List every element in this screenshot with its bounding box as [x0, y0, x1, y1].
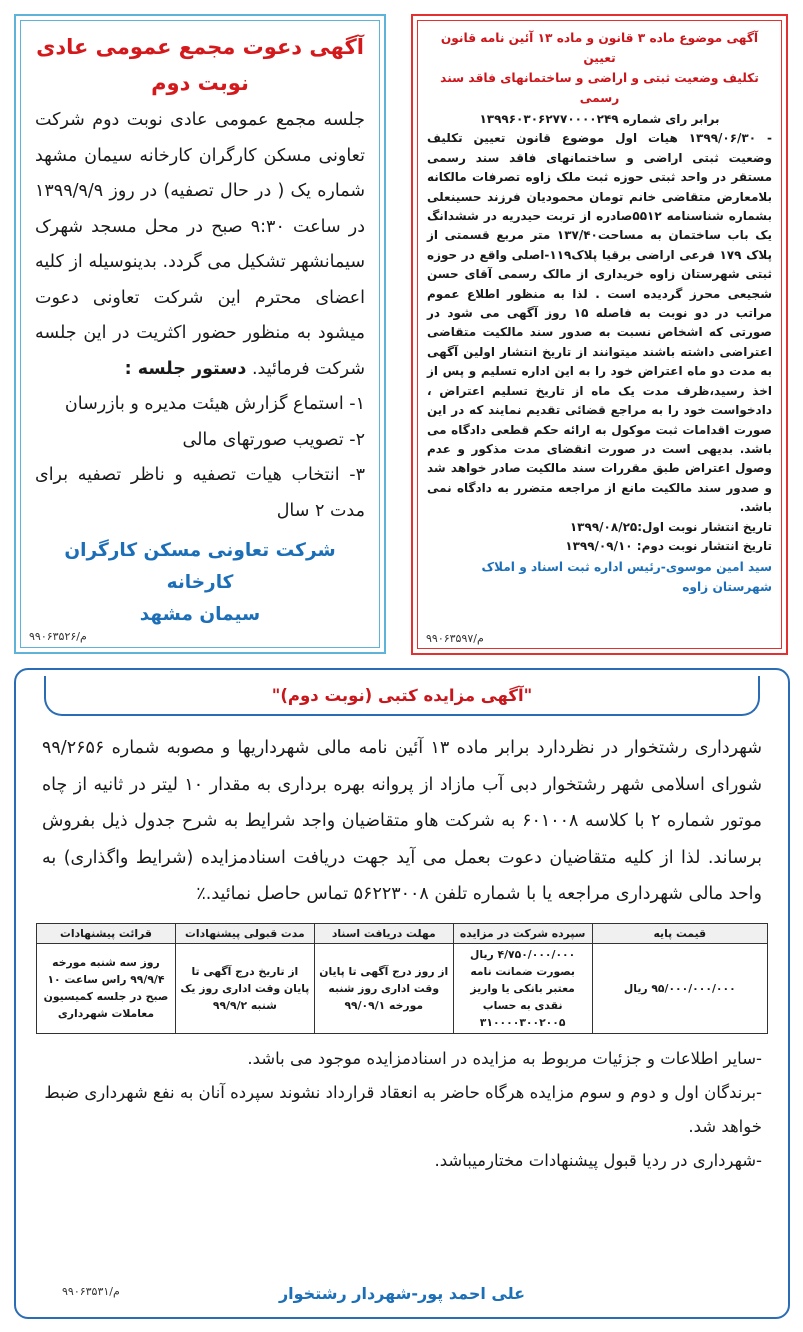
cell-deposit: ۴/۷۵۰/۰۰۰/۰۰۰ ریال بصورت ضمانت نامه معتبر بانکی یا واریز نقدی به حساب ۳۱۰۰۰۰۳۰۰۲۰۰۵ — [453, 943, 592, 1033]
auction-signature: علی احمد پور-شهردار رشتخوار — [278, 1284, 526, 1303]
auction-notice-code: م/۹۹۰۶۳۵۳۱ — [62, 1285, 120, 1298]
assembly-paragraph — [35, 103, 365, 387]
auction-note-3: -شهرداری در ردیا قبول پیشنهادات مختارمیباشد. — [434, 1150, 762, 1170]
assembly-invitation-frame — [20, 20, 380, 648]
auction-notice — [14, 668, 790, 1319]
header-base-price: قیمت پایه — [592, 923, 767, 943]
agenda-item-1: ۱- استماع گزارش هیئت مدیره و بازرسان — [64, 394, 365, 414]
registration-paragraph: - ۱۳۹۹/۰۶/۳۰ هیات اول موضوع قانون تعیین تکلیف وضعیت ثبتی اراضی و ساختمانهای فاقد سند رسمی مستقر در واحد ثبتی حوزه ثبت ملک زاوه تصرفات مالکانه بلامعارض متقاضی خانم تومان محمودیان فرزند حسینعلی بشماره شناسنامه ۵۵۱۲صادره از تربت حیدریه در ششدانگ یک باب ساختمان به مساحت۱۳۷/۴۰ متر مربع قسمتی از پلاک ۱۷۹ فرعی اراضی برقیا پلاک۱۱۹-اصلی واقع در حوزه ثبتی شهرستان زاوه خریداری از مالک رسمی آقای حسن شجیعی محرز گردیده است . لذا به منظور اطلاع عموم مراتب در دو نوبت به فاصله ۱۵ روز آگهی می شود در صورتی که اشخاص نسبت به صدور سند مالکیت متقاضی اعتراضی داشته باشند میتوانند از تاریخ انتشار اولین آگهی به مدت دو ماه اعتراض خود را به این اداره تسلیم و پس از اخذ رسید،ظرف مدت یک ماه از تاریخ تسلیم اعتراض ، دادخواست خود را به مراجع قضائی تقدیم نمایند که در این صورت اقدامات ثبت موکول به ارائه حکم قطعی دادگاه می باشد. بدیهی است در صورت انقضای مدت مذکور و عدم وصول اعتراض طبق مقررات سند مالکیت صادر خواهد شد و صدور سند مالکیت مانع از مراجعه متضرر به دادگاه نمی باشد. — [427, 131, 773, 515]
cell-document-deadline: از روز درج آگهی تا پایان وقت اداری روز شنبه مورخه ۹۹/۰۹/۱ — [314, 943, 453, 1033]
assembly-invitation-notice — [14, 14, 386, 654]
registration-title-line1: آگهی موضوع ماده ۳ قانون و ماده ۱۳ آئین نامه قانون تعیین — [440, 31, 759, 65]
header-document-deadline: مهلت دریافت اسناد — [314, 923, 453, 943]
auction-paragraph: شهرداری رشتخوار در نظردارد برابر ماده ۱۳ آئین نامه مالی شهرداریها و مصوبه شماره ۹۹/۲۶۵۶ شورای اسلامی شهر رشتخوار دبی آب مازاد از پروانه بهره برداری به مقدار ۱۰ لیتر در ثانیه از چاه موتور شماره ۲ با کلاسه ۶۰۱۰۰۸ به شرکت هاو متقاضیان واجد شرایط به شرح جدول ذیل بفروش برساند. لذا از کلیه متقاضیان دعوت بعمل می آید جهت دریافت اسنادمزایده (شرایط واگذاری) به واحد مالی شهرداری مراجعه یا با شماره تلفن ۵۶۲۲۳۰۰۸ تماس حاصل نمائید.٪ — [42, 738, 762, 904]
auction-note-2: -برندگان اول و دوم و سوم مزایده هرگاه حاضر به انعقاد قرارداد نشوند سپرده آنان به نفع شهرداری ضبط خواهد شد. — [44, 1082, 762, 1136]
assembly-notice-code: م/۹۹۰۶۳۵۲۶ — [29, 630, 87, 643]
assembly-body — [35, 103, 365, 529]
registration-notice-frame — [417, 20, 782, 649]
registration-notice-code: م/۹۹۰۶۳۵۹۷ — [426, 632, 484, 645]
first-publish-date: تاریخ انتشار نوبت اول:۱۳۹۹/۰۸/۲۵ — [569, 519, 772, 534]
assembly-title-line1: آگهی دعوت مجمع عمومی عادی — [36, 35, 364, 59]
cell-bid-reading: روز سه شنبه مورخه ۹۹/۹/۴ راس ساعت ۱۰ صبح در جلسه کمیسیون معاملات شهرداری — [37, 943, 176, 1033]
agenda-heading: دستور جلسه : — [124, 358, 247, 379]
assembly-title-line2: نوبت دوم — [151, 71, 249, 95]
header-deposit: سپرده شرکت در مزایده — [453, 923, 592, 943]
assembly-paragraph-text: جلسه مجمع عمومی عادی نوبت دوم شرکت تعاونی مسکن کارگران کارخانه سیمان مشهد شماره یک ( در حال تصفیه) در روز ۱۳۹۹/۹/۹ در ساعت ۹:۳۰ صبح در محل مسجد شهرک سیمانشهر تشکیل می گردد. بدینوسیله از کلیه اعضای محترم این شرکت تعاونی دعوت میشود به منظور حضور اکثریت در این جلسه شرکت فرمائید. — [35, 110, 365, 379]
auction-footer — [16, 1279, 788, 1309]
assembly-signature-line1: شرکت تعاونی مسکن کارگران کارخانه — [64, 540, 336, 593]
auction-note-1: -سایر اطلاعات و جزئیات مربوط به مزایده در اسنادمزایده موجود می باشد. — [247, 1048, 762, 1068]
auction-title: "آگهی مزایده کتبی (نوبت دوم)" — [44, 676, 760, 716]
header-acceptance-period: مدت قبولی پیشنهادات — [175, 923, 314, 943]
registration-signature: سید امین موسوی-رئیس اداره ثبت اسناد و املاک شهرستان زاوه — [481, 560, 772, 595]
registration-notice — [411, 14, 788, 655]
table-row — [37, 943, 768, 1033]
ruling-number: برابر رای شماره ۱۳۹۹۶۰۳۰۶۲۷۷۰۰۰۰۲۴۹ — [479, 112, 720, 126]
agenda-item-3: ۳- انتخاب هیات تصفیه و ناظر تصفیه برای مدت ۲ سال — [35, 465, 365, 521]
agenda-item-2: ۲- تصویب صورتهای مالی — [182, 429, 365, 450]
cell-acceptance-period: از تاریخ درج آگهی تا پایان وقت اداری روز یک شنبه ۹۹/۹/۲ — [175, 943, 314, 1033]
registration-body — [427, 110, 772, 556]
assembly-signature-line2: سیمان مشهد — [139, 604, 261, 625]
registration-title-line2: تکلیف وضعیت ثبتی و اراضی و ساختمانهای فاقد سند رسمی — [440, 71, 759, 105]
cell-base-price: ۹۵/۰۰۰/۰۰۰/۰۰۰ ریال — [592, 943, 767, 1033]
auction-table — [36, 923, 768, 1034]
auction-table-header-row — [37, 923, 768, 943]
second-publish-date: تاریخ انتشار نوبت دوم: ۱۳۹۹/۰۹/۱۰ — [565, 538, 772, 553]
assembly-signature — [35, 535, 365, 631]
auction-notes — [36, 1042, 768, 1178]
header-bid-reading: قرائت پیشنهادات — [37, 923, 176, 943]
